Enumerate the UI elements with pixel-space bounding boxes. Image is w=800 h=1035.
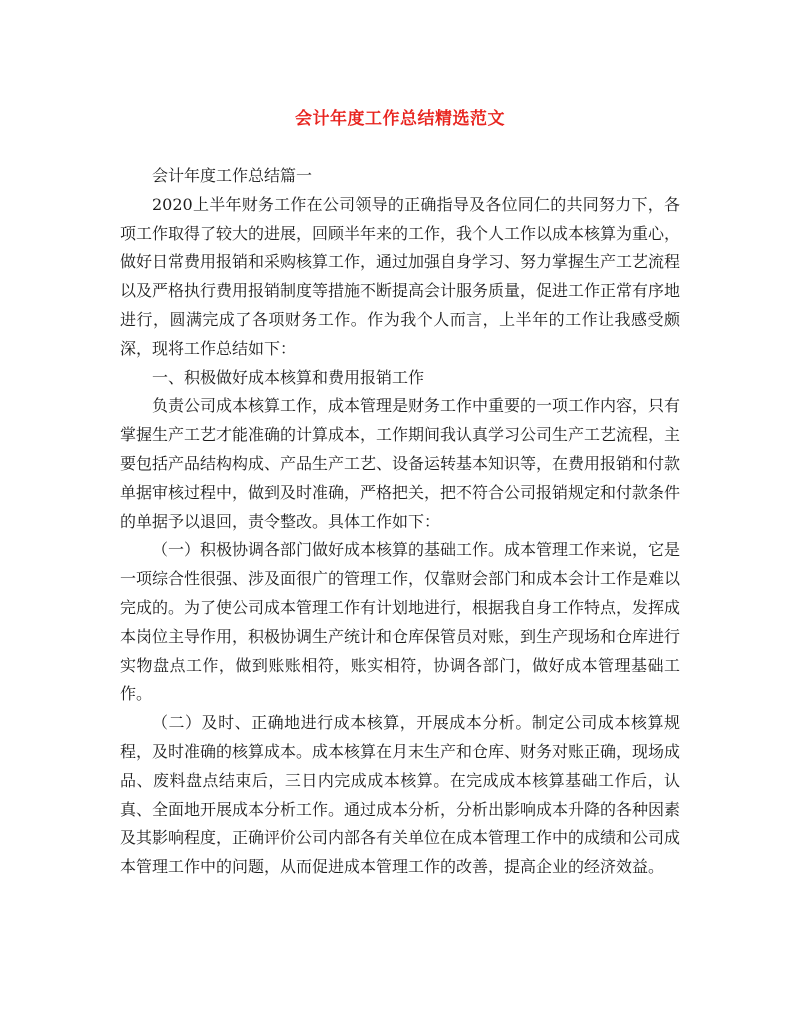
paragraph: （二）及时、正确地进行成本核算，开展成本分析。制定公司成本核算规程，及时准确的核算成本。成本核算在月末生产和仓库、财务对账正确，现场成品、废料盘点结束后，三日内完成成本核算。在完成成本核算基础工作后，认真、全面地开展成本分析工作。通过成本分析，分析出影响成本升降的各种因素及其影响程度，正确评价公司内部各有关单位在成本管理工作中的成绩和公司成本管理工作中的问题，从而促进成本管理工作的改善，提高企业的经济效益。 <box>120 713 681 877</box>
document-body <box>120 162 680 882</box>
subsection-heading: 一、积极做好成本核算和费用报销工作 <box>152 367 425 387</box>
paragraph: 2020上半年财务工作在公司领导的正确指导及各位同仁的共同努力下，各项工作取得了较大的进展，回顾半年来的工作，我个人工作以成本核算为重心，做好日常费用报销和采购核算工作，通过加强自身学习、努力掌握生产工艺流程以及严格执行费用报销制度等措施不断提高会计服务质量，促进工作正常有序地进行，圆满完成了各项财务工作。作为我个人而言，上半年的工作让我感受颇深，现将工作总结如下： <box>120 194 681 358</box>
paragraph: 负责公司成本核算工作，成本管理是财务工作中重要的一项工作内容，只有掌握生产工艺才能准确的计算成本，工作期间我认真学习公司生产工艺流程，主要包括产品结构构成、产品生产工艺、设备运转基本知识等，在费用报销和付款单据审核过程中，做到及时准确，严格把关，把不符合公司报销规定和付款条件的单据予以退回，责令整改。具体工作如下： <box>120 396 681 531</box>
paragraph: （一）积极协调各部门做好成本核算的基础工作。成本管理工作来说，它是一项综合性很强、涉及面很广的管理工作，仅靠财会部门和成本会计工作是难以完成的。为了使公司成本管理工作有计划地进行，根据我自身工作特点，发挥成本岗位主导作用，积极协调生产统计和仓库保管员对账，到生产现场和仓库进行实物盘点工作，做到账账相符，账实相符，协调各部门，做好成本管理基础工作。 <box>120 540 681 704</box>
document-title: 会计年度工作总结精选范文 <box>295 109 505 129</box>
section-heading: 会计年度工作总结篇一 <box>152 166 313 185</box>
